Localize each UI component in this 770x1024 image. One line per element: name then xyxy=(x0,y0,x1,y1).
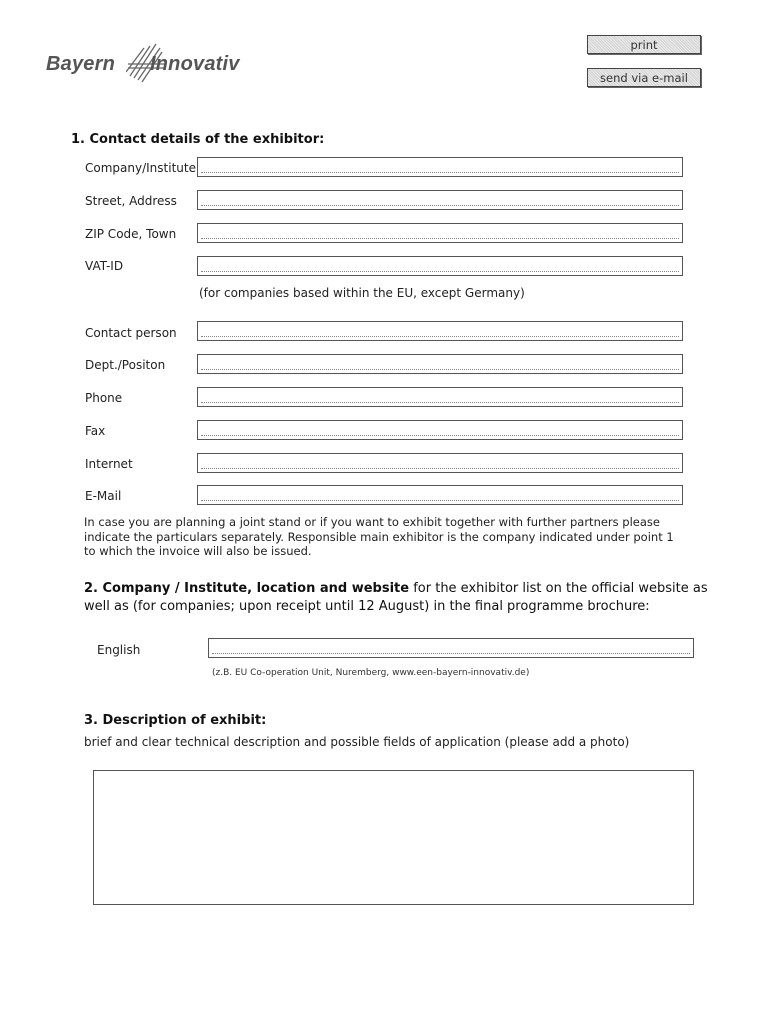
street-label: Street, Address xyxy=(85,194,177,208)
section3-heading: 3. Description of exhibit: xyxy=(84,713,267,728)
phone-label: Phone xyxy=(85,391,123,405)
phone-field[interactable] xyxy=(197,387,683,407)
vat-field[interactable] xyxy=(197,256,683,276)
vat-note: (for companies based within the EU, except Germany) xyxy=(199,286,525,300)
section2-heading-bold: 2. Company / Institute, location and website xyxy=(84,581,410,596)
joint-note-line-3: to which the invoice will also be issued. xyxy=(84,544,312,558)
email-field[interactable] xyxy=(197,485,683,505)
contact-label: Contact person xyxy=(85,326,177,340)
joint-note-line-1: In case you are planning a joint stand or if you want to exhibit together with further partners please xyxy=(84,515,660,529)
section3-subtext: brief and clear technical description and possible fields of application (please add a photo) xyxy=(84,735,630,749)
section2-heading-line2: well as (for companies; upon receipt until 12 August) in the final programme brochure: xyxy=(84,599,650,614)
fax-field[interactable] xyxy=(197,420,683,440)
internet-field[interactable] xyxy=(197,453,683,473)
fax-label: Fax xyxy=(85,424,106,438)
example-note: (z.B. EU Co-operation Unit, Nuremberg, www.een-bayern-innovativ.de) xyxy=(212,668,530,678)
logo-text-innovativ: Innovativ xyxy=(150,53,240,75)
zip-label: ZIP Code, Town xyxy=(85,227,177,241)
zip-field[interactable] xyxy=(197,223,683,243)
section2-heading-rest: for the exhibitor list on the official website as xyxy=(409,581,708,596)
company-field[interactable] xyxy=(197,157,683,177)
company-label: Company/Institute xyxy=(85,161,196,175)
internet-label: Internet xyxy=(85,457,133,471)
section1-heading: 1. Contact details of the exhibitor: xyxy=(71,132,325,147)
contact-field[interactable] xyxy=(197,321,683,341)
logo-text-bayern: Bayern xyxy=(46,53,116,75)
street-field[interactable] xyxy=(197,190,683,210)
section2-heading xyxy=(84,580,724,616)
dept-field[interactable] xyxy=(197,354,683,374)
vat-label: VAT-ID xyxy=(85,259,124,273)
send-email-button[interactable]: send via e-mail xyxy=(587,68,701,87)
english-label: English xyxy=(97,643,141,657)
description-textarea[interactable] xyxy=(93,770,694,905)
dept-label: Dept./Positon xyxy=(85,358,166,372)
email-label: E-Mail xyxy=(85,489,122,503)
logo xyxy=(46,40,256,90)
english-field[interactable] xyxy=(208,638,694,658)
joint-stand-note xyxy=(84,515,704,559)
print-button[interactable]: print xyxy=(587,35,701,54)
joint-note-line-2: indicate the particulars separately. Responsible main exhibitor is the company indicated under point 1 xyxy=(84,529,674,544)
